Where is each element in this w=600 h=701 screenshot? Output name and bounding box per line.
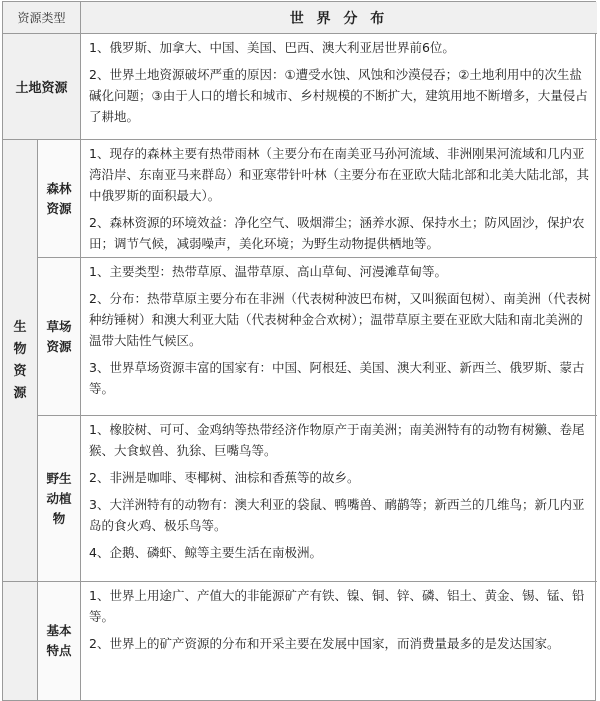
category-land-resources (3, 34, 81, 140)
resource-table (2, 1, 596, 701)
grassland-paragraph: 1、主要类型：热带草原、温带草原、高山草甸、河漫滩草甸等。 (89, 264, 447, 279)
header-world-distribution (81, 2, 597, 34)
basic-paragraph: 1、世界上用途广、产值大的非能源矿产有铁、镍、铜、锌、磷、铝土、黄金、锡、锰、铅等。 (89, 588, 585, 624)
wildlife-paragraph: 2、非洲是咖啡、枣椰树、油棕和香蕉等的故乡。 (89, 470, 360, 485)
subcategory-basic-label: 基本特点 (46, 623, 72, 658)
header-resource-type (3, 2, 81, 34)
forest-paragraph: 2、森林资源的环境效益：净化空气、吸烟滞尘；涵养水源、保持水土；防风固沙，保护农田；调节气候，减弱噪声，美化环境；为野生动物提供栖地等。 (89, 215, 585, 251)
subcategory-forest-label: 森林资源 (46, 180, 72, 216)
category-bio-resources (3, 140, 38, 582)
subcategory-wildlife (38, 416, 81, 582)
land-content (81, 34, 597, 140)
wildlife-paragraph: 3、大洋洲特有的动物有：澳大利亚的袋鼠、鸭嘴兽、鸸鹋等；新西兰的几维鸟；新几内亚岛的食火鸡、极乐鸟等。 (89, 497, 585, 533)
subcategory-grassland (38, 258, 81, 416)
subcategory-grassland-label: 草场资源 (46, 318, 72, 354)
header-resource-type-label: 资源类型 (17, 11, 66, 25)
wildlife-content (81, 416, 597, 582)
land-paragraph: 1、俄罗斯、加拿大、中国、美国、巴西、澳大利亚居世界前6位。 (89, 40, 455, 55)
wildlife-paragraph: 4、企鹅、磷虾、鲸等主要生活在南极洲。 (89, 545, 322, 560)
grassland-paragraph: 3、世界草场资源丰富的国家有：中国、阿根廷、美国、澳大利亚、新西兰、俄罗斯、蒙古等。 (89, 360, 585, 396)
subcategory-basic-features (38, 582, 81, 700)
category-bio-label: 生物资源 (13, 319, 27, 401)
grassland-content (81, 258, 597, 416)
forest-content (81, 140, 597, 258)
forest-paragraph: 1、现存的森林主要有热带雨林（主要分布在南美亚马孙河流域、非洲刚果河流域和几内亚湾沿岸、东南亚马来群岛）和亚寒带针叶林（主要分布在亚欧大陆北部和北美大陆北部，其中俄罗斯的面积最大）。 (89, 146, 590, 203)
land-paragraph: 2、世界土地资源破坏严重的原因：①遭受水蚀、风蚀和沙漠侵吞；②土地利用中的次生盐碱化问题；③由于人口的增长和城市、乡村规模的不断扩大，建筑用地不断增多，大量侵占了耕地。 (89, 67, 588, 124)
header-world-distribution-label: 世 界 分 布 (289, 10, 389, 27)
subcategory-wildlife-label: 野生动植物 (46, 470, 72, 526)
category-mineral-resources (3, 582, 38, 700)
grassland-paragraph: 2、分布：热带草原主要分布在非洲（代表树种波巴布树，又叫猴面包树）、南美洲（代表树种纺锤树）和澳大利亚大陆（代表树种金合欢树）；温带草原主要在亚欧大陆和南北美洲的温带大陆性气候区。 (89, 291, 591, 348)
basic-paragraph: 2、世界上的矿产资源的分布和开采主要在发展中国家，而消费量最多的是发达国家。 (89, 636, 560, 651)
category-land-label: 土地资源 (15, 81, 68, 96)
wildlife-paragraph: 1、橡胶树、可可、金鸡纳等热带经济作物原产于南美洲；南美洲特有的动物有树獭、卷尾猴、大食蚁兽、犰狳、巨嘴鸟等。 (89, 422, 585, 458)
subcategory-forest (38, 140, 81, 258)
basic-features-content (81, 582, 597, 700)
